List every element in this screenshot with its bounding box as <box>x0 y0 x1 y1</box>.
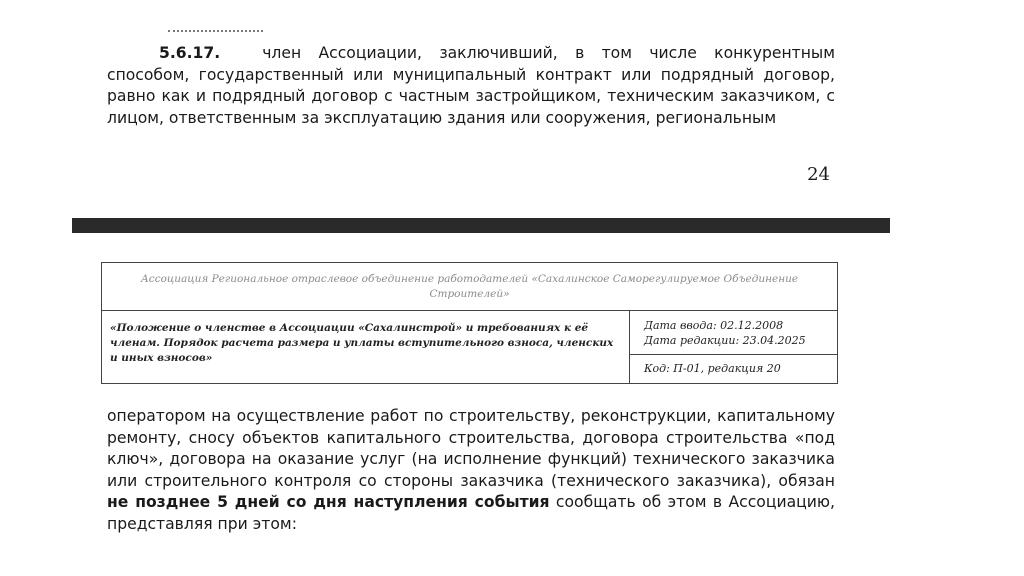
clause-number: 5.6.17. <box>159 44 221 62</box>
date-entered: Дата ввода: 02.12.2008 <box>644 319 784 332</box>
continuation-text-start: оператором на осуществление работ по строительству, реконструкции, капитальному ремонту, сносу объектов капитального строительства, договора строительства «под ключ», договора на оказание услуг (на исполнение функций) технического заказчика или строительного контроля со стороны заказчика (технического заказчика), обязан <box>107 407 835 490</box>
document-header-table <box>101 262 838 384</box>
document-title: «Положение о членстве в Ассоциации «Сахалинстрой» и требованиях к её членам. Порядок расчета размера и уплаты вступительного взноса, членских и иных взносов» <box>102 311 630 383</box>
deadline-bold-text: не позднее 5 дней со дня наступления события <box>107 493 550 511</box>
clause-5-6-17-paragraph <box>107 43 835 129</box>
document-code-text: Код: П-01, редакция 20 <box>644 362 781 375</box>
organization-name: Ассоциация Региональное отраслевое объединение работодателей «Сахалинское Саморегулируемое Объединение Строителей» <box>102 263 837 311</box>
document-code <box>630 355 837 383</box>
previous-page-cut-line <box>168 30 263 34</box>
page-break-bar <box>72 218 890 233</box>
page-number: 24 <box>807 164 830 185</box>
date-revised: Дата редакции: 23.04.2025 <box>644 334 806 347</box>
continuation-text-end: сообщать об этом в Ассоциацию, представляя при этом: <box>107 493 835 533</box>
clause-continuation-paragraph <box>107 406 835 535</box>
document-dates <box>630 311 837 355</box>
clause-text: член Ассоциации, заключивший, в том числе конкурентным способом, государственный или муниципальный контракт или подрядный договор, равно как и подрядный договор с частным застройщиком, техническим заказчиком, с лицом, ответственным за эксплуатацию здания или сооружения, региональным <box>107 44 835 127</box>
